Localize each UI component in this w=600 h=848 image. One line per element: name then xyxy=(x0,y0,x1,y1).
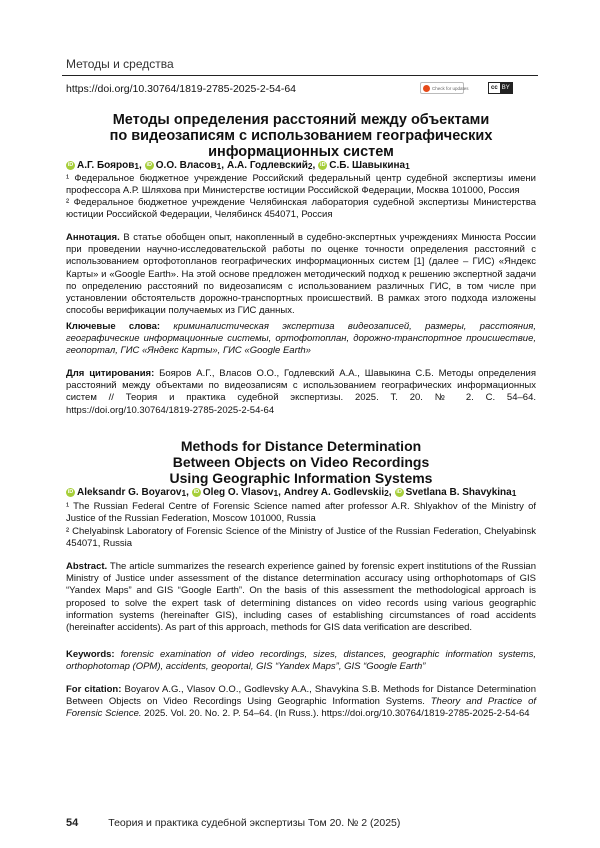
author-affil-sup: 1 xyxy=(273,487,279,498)
keywords-ru-text: криминалистическая экспертиза видеозаписей, размеры, расстояния, географические информационные системы, ортофотоплан, дорожно-транспортное происшествие, геопортал, ГИС «Яндекс Карты», ГИС «Google Earth» xyxy=(66,321,536,357)
title-ru-line: Методы определения расстояний между объектами xyxy=(112,112,490,128)
title-en-line: Between Objects on Video Recordings xyxy=(172,454,430,470)
affiliation-ru-2: ² Федеральное бюджетное учреждение Челябинская лаборатория судебной экспертизы Министерства юстиции Российской Федерации, Челябинск 454071, Россия xyxy=(66,197,536,220)
citation-en-journal: Theory and Practice of Forensic Science. xyxy=(66,696,536,720)
orcid-icon[interactable]: iD xyxy=(67,162,74,168)
author-affil-sup: 2 xyxy=(384,487,389,498)
author-affil-sup: 1 xyxy=(405,160,410,171)
author-name: Andrey A. Godlevskii xyxy=(283,487,385,498)
abstract-ru xyxy=(66,232,536,317)
citation-en-text: Boyarov A.G., Vlasov O.O., Godlevsky A.A., Shavykina S.B. Methods for Distance Determination Between Objects on Video Recordings Using Geographic Information Systems. xyxy=(66,684,536,708)
orcid-icon[interactable]: iD xyxy=(396,489,402,495)
abstract-en-text: The article summarizes the research experience gained by forensic expert institutions of the Russian Ministry of Justice under assessment of the distance determination accuracy using orthophotomaps of GIS “Yandex Maps” and GIS “Google Earth”. On the basis of this assessment the methodological approach is proposed to solve the expert task of determining distances on video records using various geographic information systems (hereinafter GIS), including cases of establishing circumstances of road accidents (hereinafter accidents). As part of this approach, methods for GIS data verification are described. xyxy=(66,561,536,634)
keywords-en xyxy=(66,649,536,673)
author-name: С.Б. Шавыкина xyxy=(329,160,406,171)
author-affil-sup: 1 xyxy=(216,160,222,171)
keywords-ru xyxy=(66,321,536,358)
title-ru xyxy=(66,112,536,160)
keywords-en-text: forensic examination of video recordings, sizes, distances, geographic information systems, orthophotomap (OPM), accidents, geoportal, GIS “Yandex Maps”, GIS “Google Earth” xyxy=(66,649,536,673)
keywords-en-label: Keywords: xyxy=(66,649,115,660)
citation-ru-label: Для цитирования: xyxy=(66,368,155,379)
affiliation-en-1: ¹ The Russian Federal Centre of Forensic Science named after professor A.R. Shlyakhov of the Ministry of Justice of the Russian Federation, Moscow 101000, Russia xyxy=(66,501,536,524)
author-name: Svetlana B. Shavykina xyxy=(405,487,512,498)
citation-en-tail: 2025. Vol. 20. No. 2. P. 54–64. (In Russ.). https://doi.org/10.30764/1819-2785-2025-2-54-64 xyxy=(141,708,530,720)
title-en xyxy=(66,438,536,486)
author-affil-sup: 1 xyxy=(511,487,517,498)
abstract-en xyxy=(66,561,536,634)
abstract-en-label: Abstract. xyxy=(66,561,108,572)
footer-journal: Теория и практика судебной экспертизы Том 20. № 2 (2025) xyxy=(108,817,401,829)
author-affil-sup: 1 xyxy=(134,160,139,171)
page-footer xyxy=(66,817,400,829)
orcid-icon[interactable]: iD xyxy=(67,489,74,495)
affiliation-en-2: ² Chelyabinsk Laboratory of Forensic Science of the Ministry of Justice of the Russian Federation, Chelyabinsk 454071, Russia xyxy=(66,526,536,549)
keywords-ru-label: Ключевые слова: xyxy=(66,321,161,332)
authors-ru: iD А.Г. Бояров 1 , iD О.О. Власов 1 , А.А. Годлевский 2 , iD С.Б. Шавыкина 1 xyxy=(67,160,410,171)
orcid-icon[interactable]: iD xyxy=(146,162,153,168)
orcid-icon[interactable]: iD xyxy=(320,162,326,168)
author-affil-sup: 1 xyxy=(181,487,187,498)
title-en-line: Methods for Distance Determination xyxy=(180,438,422,454)
doi-link[interactable]: https://doi.org/10.30764/1819-2785-2025-2-54-64 xyxy=(66,83,297,95)
title-ru-line: по видеозаписям с использованием географических xyxy=(109,128,493,144)
orcid-icon[interactable]: iD xyxy=(193,489,200,495)
author-name: О.О. Власов xyxy=(155,160,217,171)
title-en-line: Using Geographic Information Systems xyxy=(169,470,433,486)
section-label: Методы и средства xyxy=(66,57,174,71)
abstract-ru-text: В статье обобщен опыт, накопленный в судебно-экспертных учреждениях Минюста России при проведении научно-исследовательской работы по оценке точности определения расстояний с использованием ортофотопланов географических информационных систем [1] (далее – ГИС) «Яндекс Карты» и «Google Earth». На этой основе предложен методический подход к решению экспертной задачи по определению расстояний по видеозаписям с использованием различных ГИС, в том числе при установлении обстоятельств дорожно-транспортных происшествий. В рамках этого подхода изложены способы верификации получаемых из ГИС данных. xyxy=(66,232,536,317)
author-name: А.Г. Бояров xyxy=(77,160,135,171)
author-affil-sup: 2 xyxy=(307,160,313,171)
cc-by-license-badge[interactable] xyxy=(488,82,513,94)
crossmark-icon xyxy=(423,85,430,92)
author-name: А.А. Годлевский xyxy=(227,160,308,171)
author-name: Aleksandr G. Boyarov xyxy=(77,487,182,498)
by-label: BY xyxy=(501,85,510,91)
citation-ru-text: Бояров А.Г., Власов О.О., Годлевский А.А., Шавыкина С.Б. Методы определения расстояний между объектами по видеозаписям с использованием географических информационных систем // Теория и практика судебной экспертизы. 2025. Т. 20. № 2. С. 54–64. https://doi.org/10.30764/1819-2785-2025-2-54-64 xyxy=(66,368,536,416)
cc-icon: cc xyxy=(491,85,498,91)
abstract-ru-label: Аннотация. xyxy=(66,232,120,243)
header-badges xyxy=(420,82,513,94)
authors-en: iD Aleksandr G. Boyarov 1 , iD Oleg O. Vlasov 1 , Andrey A. Godlevskii 2 , iD Svetlana B. Shavykina 1 xyxy=(67,487,517,498)
check-for-updates-label: Check for updates xyxy=(432,85,469,91)
header-rule xyxy=(62,75,538,76)
citation-en-label: For citation: xyxy=(66,684,122,695)
citation-en xyxy=(66,684,536,721)
title-ru-line: информационных систем xyxy=(208,144,394,160)
citation-ru xyxy=(66,368,536,417)
author-name: Oleg O. Vlasov xyxy=(202,487,274,498)
check-for-updates-badge[interactable] xyxy=(420,82,469,94)
page-number: 54 xyxy=(66,817,79,829)
affiliation-ru-1: ¹ Федеральное бюджетное учреждение Российский федеральный центр судебной экспертизы имени профессора А.Р. Шляхова при Министерстве юстиции Российской Федерации, Москва 101000, Россия xyxy=(66,173,536,196)
